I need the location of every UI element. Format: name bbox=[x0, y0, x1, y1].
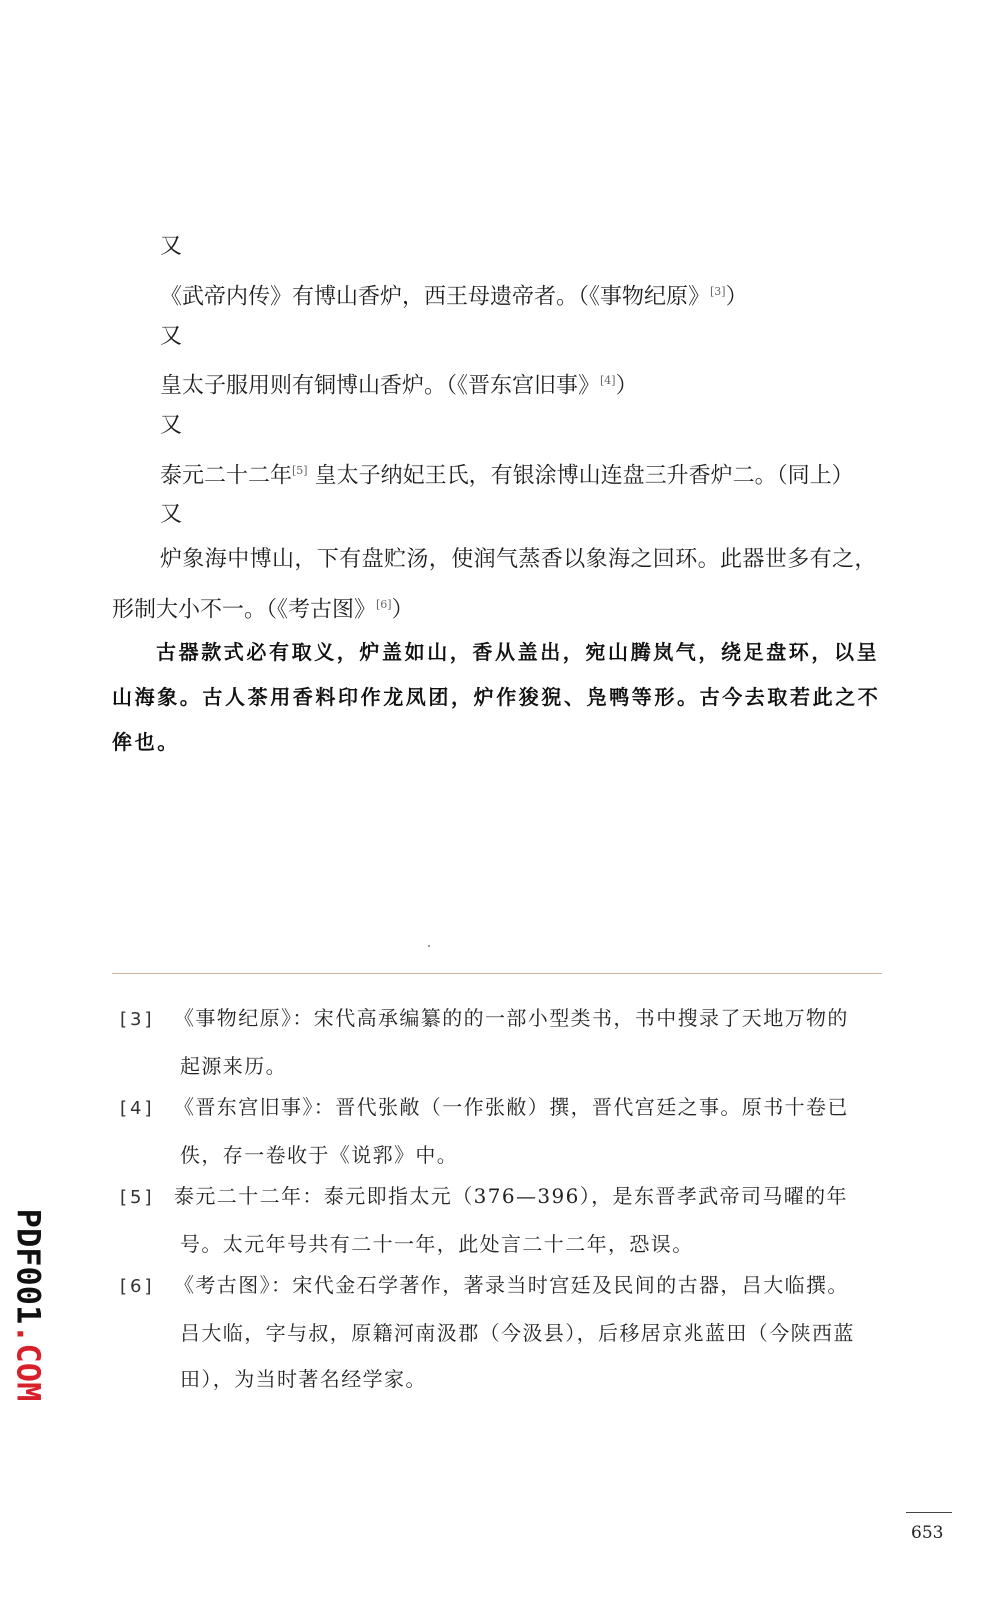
footnote-item bbox=[120, 995, 890, 1089]
quote-text: 形制大小不一。（《考古图》 bbox=[112, 597, 377, 623]
watermark-text: PDF001 bbox=[9, 1208, 48, 1325]
footnote-text: 泰元二十二年：泰元即指太元（376—396），是东晋孝武帝司马曜的年 bbox=[174, 1184, 848, 1208]
decorative-dot bbox=[428, 945, 430, 947]
quote-close: ） bbox=[725, 284, 748, 310]
footnote-number: [5] bbox=[120, 1187, 155, 1208]
section-marker: 又 bbox=[160, 324, 183, 349]
section-marker: 又 bbox=[160, 502, 183, 527]
quote-line: 炉象海中博山，下有盘贮汤，使润气蒸香以象海之回环。此器世多有之， bbox=[160, 547, 877, 572]
footnote-item bbox=[120, 1084, 890, 1178]
footnote-text: 号。太元年号共有二十一年，此处言二十二年，恐误。 bbox=[180, 1232, 694, 1256]
footnote-number: [6] bbox=[120, 1276, 155, 1297]
footnote-text: 佚，存一卷收于《说郛》中。 bbox=[180, 1143, 459, 1167]
watermark-domain: .COM bbox=[9, 1324, 48, 1402]
footnote-text: 《事物纪原》：宋代高承编纂的的一部小型类书，书中搜录了天地万物的 bbox=[174, 1006, 849, 1030]
footnote-item bbox=[120, 1262, 890, 1402]
quote-text: 《武帝内传》有博山香炉，西王母遗帝者。（《事物纪原》 bbox=[160, 284, 711, 310]
quote-line bbox=[160, 456, 854, 491]
quote-line bbox=[160, 366, 638, 401]
quote-line bbox=[112, 590, 414, 625]
watermark bbox=[4, 1200, 48, 1402]
commentary: 古器款式必有取义，炉盖如山，香从盖出，宛山腾岚气，绕足盘环，以呈山海象。古人茶用香料印作龙凤团，炉作狻猊、凫鸭等形。古今去取若此之不侔也。 bbox=[112, 640, 881, 754]
quote-close: ） bbox=[615, 373, 638, 399]
page-number-rule bbox=[906, 1512, 952, 1513]
footnote-text: 吕大临，字与叔，原籍河南汲郡（今汲县），后移居京兆蓝田（今陕西蓝 bbox=[180, 1321, 855, 1345]
quote-line bbox=[160, 277, 748, 312]
footnote-ref[interactable]: [4] bbox=[600, 374, 616, 387]
footnote-text: 田），为当时著名经学家。 bbox=[180, 1367, 427, 1391]
page-number: 653 bbox=[911, 1523, 944, 1543]
quote-text: 皇太子服用则有铜博山香炉。（《晋东宫旧事》 bbox=[160, 373, 601, 399]
quote-close: ） bbox=[391, 597, 414, 623]
quote-text: 泰元二十二年 bbox=[160, 463, 293, 489]
footnote-text: 起源来历。 bbox=[180, 1054, 287, 1078]
section-marker: 又 bbox=[160, 234, 183, 259]
footnote-ref[interactable]: [5] bbox=[292, 464, 308, 477]
footnote-item bbox=[120, 1173, 890, 1267]
footnote-text: 《晋东宫旧事》：晋代张敞（一作张敝）撰，晋代宫廷之事。原书十卷已 bbox=[174, 1095, 849, 1119]
footnote-ref[interactable]: [6] bbox=[376, 598, 392, 611]
footnote-number: [4] bbox=[120, 1098, 155, 1119]
footnote-number: [3] bbox=[120, 1009, 155, 1030]
quote-text-rest: 皇太子纳妃王氏，有银涂博山连盘三升香炉二。（同上） bbox=[314, 463, 854, 489]
footnote-divider bbox=[112, 973, 882, 974]
section-marker: 又 bbox=[160, 413, 183, 438]
footnote-text: 《考古图》：宋代金石学著作，著录当时宫廷及民间的古器，吕大临撰。 bbox=[174, 1273, 849, 1297]
footnote-ref[interactable]: [3] bbox=[710, 285, 726, 298]
